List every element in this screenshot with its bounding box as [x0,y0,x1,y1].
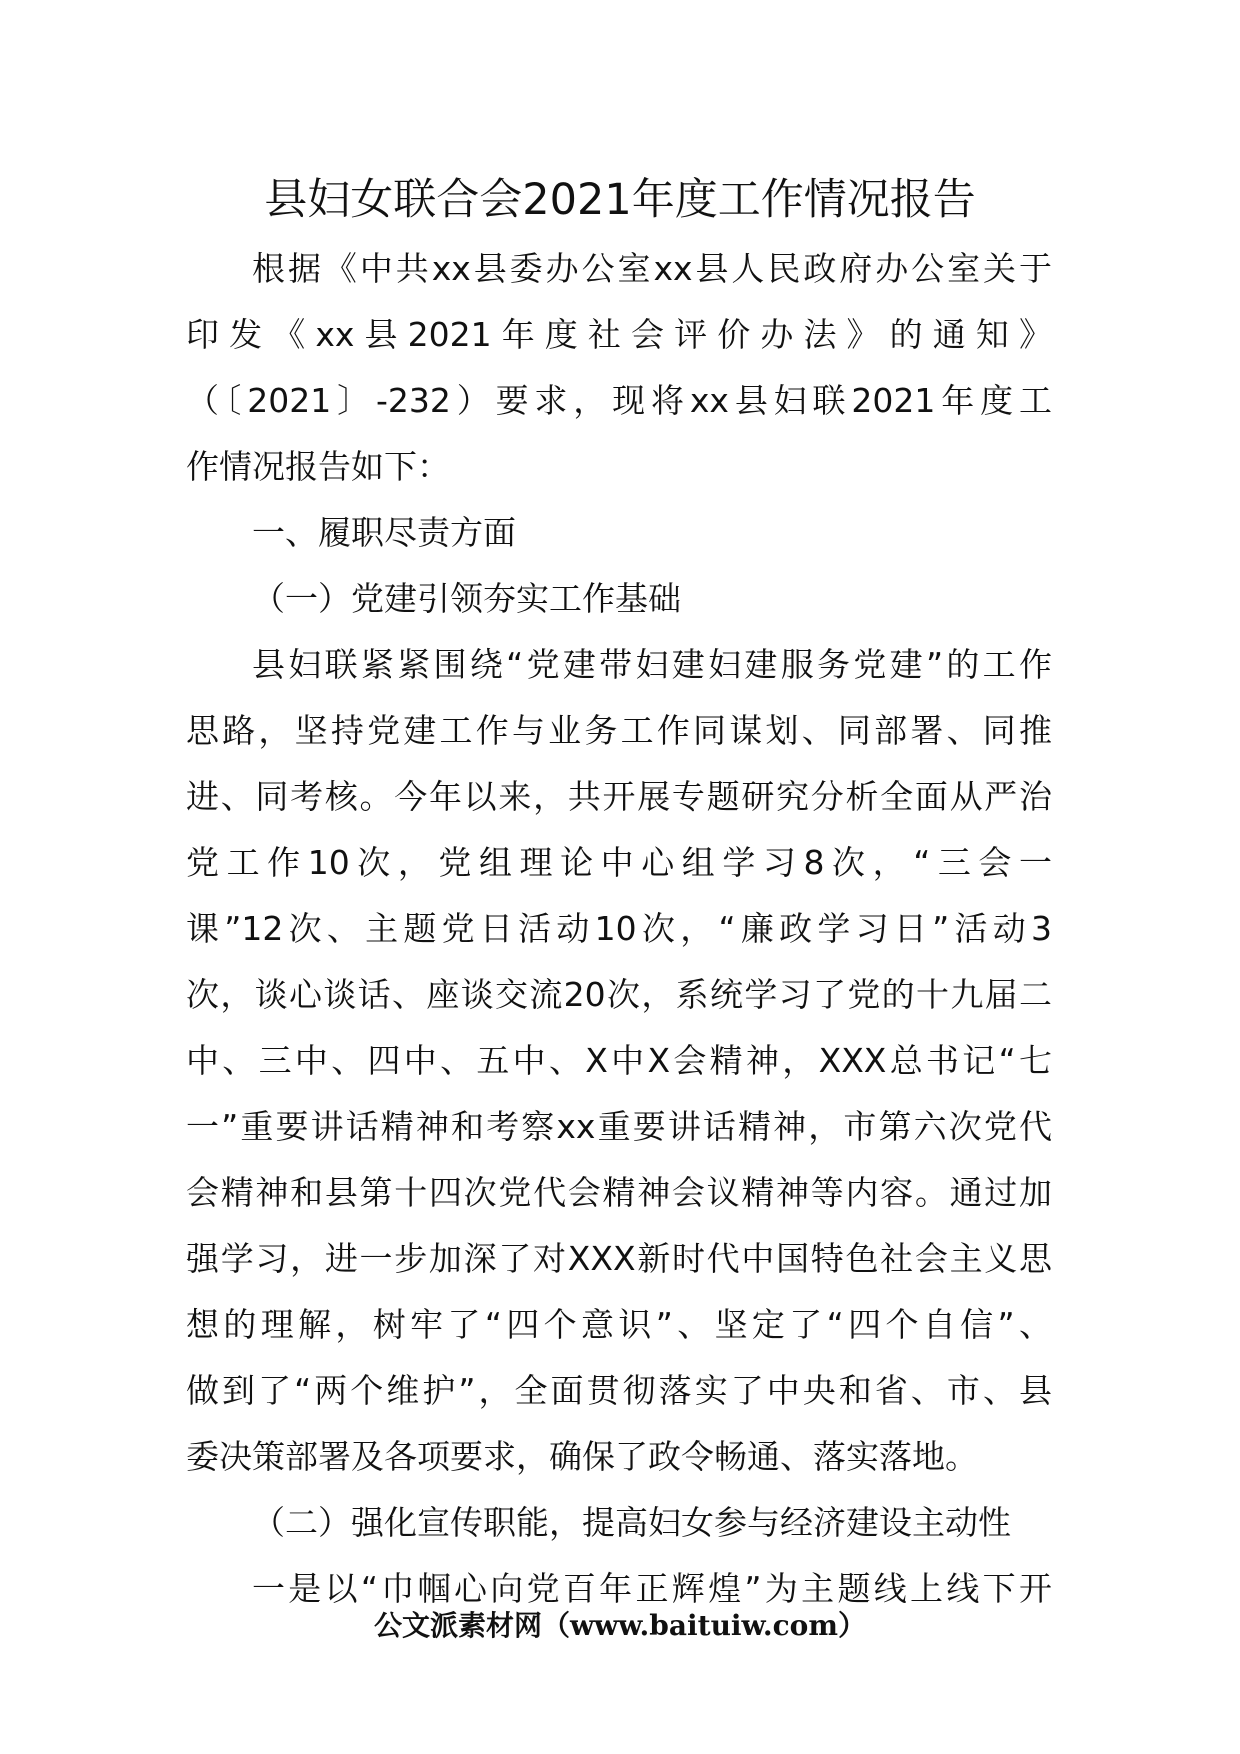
body-line: 进、同考核。今年以来，共开展专题研究分析全面从严治 [186,777,1052,816]
document-title: 县妇女联合会2021年度工作情况报告 [264,175,976,225]
body-line: 想的理解，树牢了“四个意识”、坚定了“四个自信”、 [186,1305,1052,1344]
body-line: 强学习，进一步加深了对XXX新时代中国特色社会主义思 [186,1239,1052,1278]
body-line: 中、三中、四中、五中、X中X会精神，XXX总书记“七 [186,1041,1052,1080]
body-line: （〔2021〕-232）要求，现将xx县妇联2021年度工 [186,381,1052,420]
body-line: （一）党建引领夯实工作基础 [252,579,681,618]
body-line: 做到了“两个维护”，全面贯彻落实了中央和省、市、县 [186,1371,1052,1410]
body-line: 一、履职尽责方面 [252,513,516,552]
document-body [186,236,1052,1622]
body-line: 委决策部署及各项要求，确保了政令畅通、落实落地。 [186,1437,978,1476]
body-line: 县妇联紧紧围绕“党建带妇建妇建服务党建”的工作 [252,645,1052,684]
body-line: 印发《xx县2021年度社会评价办法》的通知》 [186,315,1052,354]
body-line: 会精神和县第十四次党代会精神会议精神等内容。通过加 [186,1173,1052,1212]
body-line: 思路，坚持党建工作与业务工作同谋划、同部署、同推 [186,711,1052,750]
body-line: 一”重要讲话精神和考察xx重要讲话精神，市第六次党代 [186,1107,1052,1146]
source-watermark: 公文派素材网（www.baituiw.com） [374,1609,866,1642]
body-line: 根据《中共xx县委办公室xx县人民政府办公室关于 [252,249,1052,288]
body-line: 党工作10次，党组理论中心组学习8次，“三会一 [186,843,1052,882]
body-line: 一是以“巾帼心向党百年正辉煌”为主题线上线下开 [252,1569,1052,1608]
body-line: 课”12次、主题党日活动10次，“廉政学习日”活动3 [186,909,1052,948]
body-line: （二）强化宣传职能，提高妇女参与经济建设主动性 [252,1503,1011,1542]
body-line: 作情况报告如下： [186,447,450,486]
body-line: 次，谈心谈话、座谈交流20次，系统学习了党的十九届二 [186,975,1052,1014]
